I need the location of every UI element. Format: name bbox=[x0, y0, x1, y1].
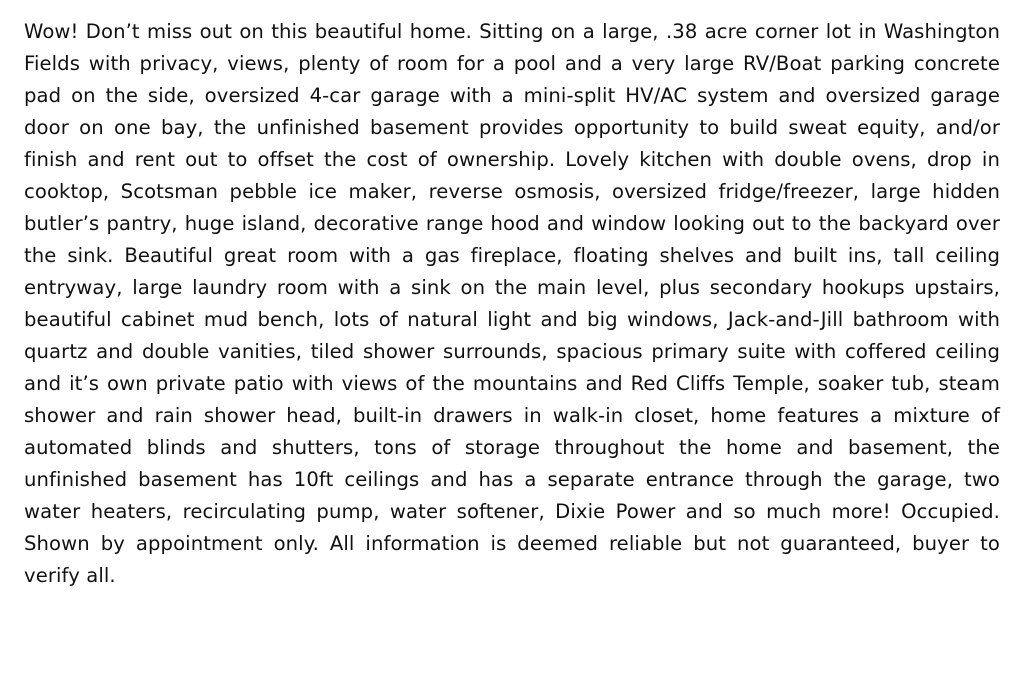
listing-description: Wow! Don’t miss out on this beautiful home. Sitting on a large, .38 acre corner lot in Washington Fields with privacy, views, plenty of room for a pool and a very large RV/Boat parking concrete pad on the side, oversized 4-car garage with a mini-split HV/AC system and oversized garage door on one bay, the unfinished basement provides opportunity to build sweat equity, and/or finish and rent out to offset the cost of ownership. Lovely kitchen with double ovens, drop in cooktop, Scotsman pebble ice maker, reverse osmosis, oversized fridge/freezer, large hidden butler’s pantry, huge island, decorative range hood and window looking out to the backyard over the sink. Beautiful great room with a gas fireplace, floating shelves and built ins, tall ceiling entryway, large laundry room with a sink on the main level, plus secondary hookups upstairs, beautiful cabinet mud bench, lots of natural light and big windows, Jack-and-Jill bathroom with quartz and double vanities, tiled shower surrounds, spacious primary suite with coffered ceiling and it’s own private patio with views of the mountains and Red Cliffs Temple, soaker tub, steam shower and rain shower head, built-in drawers in walk-in closet, home features a mixture of automated blinds and shutters, tons of storage throughout the home and basement, the unfinished basement has 10ft ceilings and has a separate entrance through the garage, two water heaters, recirculating pump, water softener, Dixie Power and so much more! Occupied. Shown by appointment only. All information is deemed reliable but not guaranteed, buyer to verify all. bbox=[24, 20, 1000, 587]
